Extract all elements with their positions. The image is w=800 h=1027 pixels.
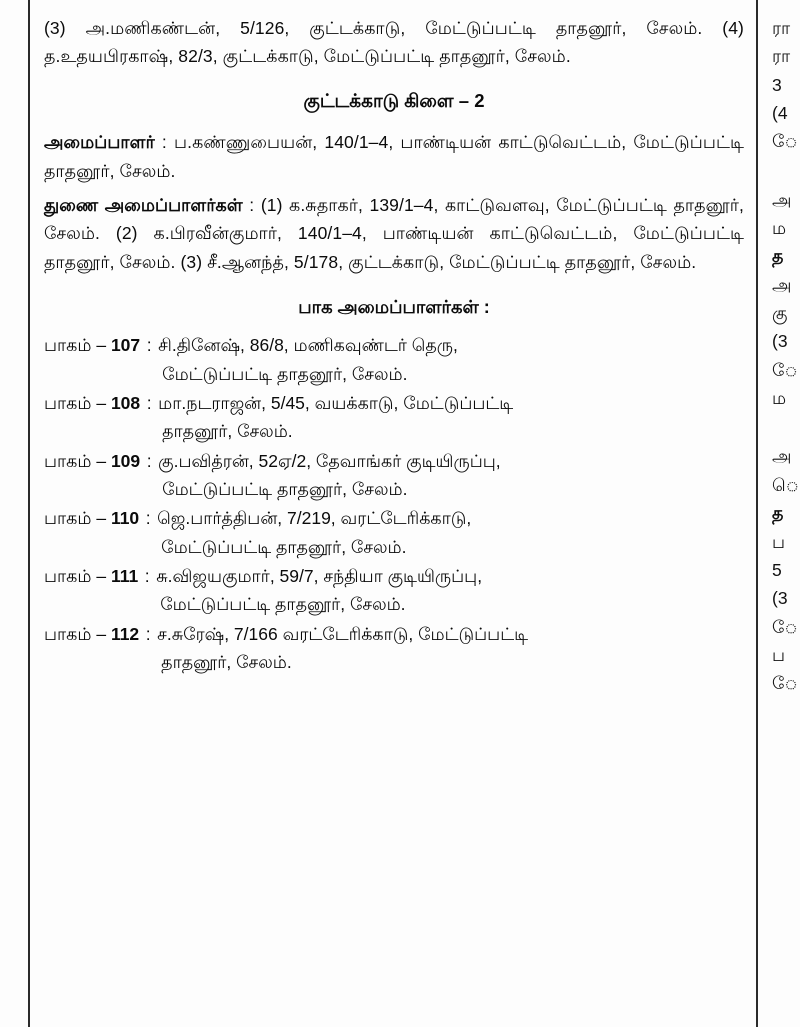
deputy-organisers-paragraph [44,191,744,276]
side-line: ப [772,531,786,552]
side-line: ம [772,218,787,239]
part-colon: : [145,623,151,644]
side-spacer [772,412,800,442]
deputy-organisers-text: (1) க.சுதாகர், 139/1–4, காட்டுவளவு, மேட்டுப்பட்டி தாதனூர், சேலம். (2) க.பிரவீன்குமார், 140/1–4, பாண்டியன் காட்டுவெட்டம், மேட்டுப்பட்டி தாதனூர், சேலம். (3) சீ.ஆனந்த், 5/178, குட்டக்காடு, மேட்டுப்பட்டி தாதனூர், சேலம். [44,195,745,272]
part-value-line2: தாதனூர், சேலம். [161,651,292,672]
part-label-dash: – [96,565,107,586]
side-line: ே [772,673,798,694]
column-rule-right [756,0,758,1027]
side-line: ரா [772,18,791,38]
part-label [44,331,140,359]
part-number: 109 [110,450,141,471]
list-item [44,504,744,561]
part-value [156,562,744,619]
side-line: (4 [772,103,788,124]
side-spacer [772,156,800,186]
part-label-prefix: பாகம் [44,565,92,586]
part-colon: : [146,450,152,471]
part-value [158,331,744,388]
organiser-paragraph [44,128,744,185]
part-value-line2: மேட்டுப்பட்டி தாதனூர், சேலம். [160,594,406,615]
part-label-dash: – [96,450,107,471]
side-line: (3 [772,588,788,609]
side-line: (3 [772,331,788,352]
side-line: த [772,503,784,524]
part-value-line1: மா.நடராஜன், 5/45, வயக்காடு, மேட்டுப்பட்டி [158,392,514,413]
side-line: கு [772,303,788,324]
part-value-line2: மேட்டுப்பட்டி தாதனூர், சேலம். [162,363,408,384]
part-colon: : [146,335,152,356]
side-line: ே [772,131,798,152]
main-text-column [44,14,744,677]
side-line: ரா [772,46,791,67]
part-value-line2: தாதனூர், சேலம். [162,421,293,442]
part-value [158,389,744,446]
part-label-dash: – [96,335,107,356]
part-value-line2: மேட்டுப்பட்டி தாதனூர், சேலம். [161,536,407,557]
side-line: ெ [772,474,799,495]
list-item [44,331,744,388]
side-line: அ [772,446,792,467]
part-label-dash: – [96,392,107,413]
part-value-line2: மேட்டுப்பட்டி தாதனூர், சேலம். [162,478,408,499]
branch-heading: குட்டக்காடு கிளை – 2 [303,89,485,111]
part-number: 112 [110,623,140,644]
part-label [44,562,138,590]
part-colon: : [146,392,152,413]
part-organisers-heading: பாக அமைப்பாளர்கள் : [298,297,490,318]
part-number: 110 [110,508,140,529]
part-label [44,620,139,648]
part-label-dash: – [96,623,107,644]
part-value-line1: கு.பவித்ரன், 52ஏ/2, தேவாங்கர் குடியிருப்பு, [158,450,501,471]
part-label-prefix: பாகம் [44,392,92,413]
part-value-line1: ஜெ.பார்த்திபன், 7/219, வரட்டேரிக்காடு, [157,508,472,529]
part-value-line1: சி.தினேஷ், 86/8, மணிகவுண்டர் தெரு, [158,335,458,356]
list-item [44,620,744,677]
deputy-organisers-separator: : [242,195,261,216]
part-number: 107 [110,335,141,356]
part-label-prefix: பாகம் [44,335,92,356]
side-line: அ [772,274,792,295]
organiser-text: ப.கண்ணுபையன், 140/1–4, பாண்டியன் காட்டுவெட்டம், மேட்டுப்பட்டி தாதனூர், சேலம். [44,132,745,181]
part-label [44,504,139,532]
part-label [44,389,140,417]
list-item [44,562,744,619]
part-label-prefix: பாகம் [44,450,92,471]
part-colon: : [145,508,151,529]
part-value-line1: ச.சுரேஷ், 7/166 வரட்டேரிக்காடு, மேட்டுப்பட்டி [157,623,529,644]
side-line: ம [772,388,787,409]
part-value-line1: சு.விஜயகுமார், 59/7, சந்தியா குடியிருப்பு, [156,565,483,586]
part-value [158,447,744,504]
part-label [44,447,140,475]
adjacent-column-clipped [772,14,800,698]
part-value [157,620,744,677]
side-line: 3 [772,74,782,95]
part-label-dash: – [96,508,107,529]
column-rule-left [28,0,30,1027]
side-line: த [772,246,784,267]
organiser-separator: : [154,132,175,153]
intro-paragraph: (3) அ.மணிகண்டன், 5/126, குட்டக்காடு, மேட்டுப்பட்டி தாதனூர், சேலம். (4) த.உதயபிரகாஷ், 82/3, குட்டக்காடு, மேட்டுப்பட்டி தாதனூர், சேலம். [44,18,744,67]
list-item [44,447,744,504]
part-organisers-list [44,331,744,676]
part-number: 108 [110,392,141,413]
part-label-prefix: பாகம் [44,623,92,644]
side-line: அ [772,189,792,210]
side-line: 5 [772,559,782,580]
side-line: ே [772,616,798,637]
list-item [44,389,744,446]
part-label-prefix: பாகம் [44,508,92,529]
part-number: 111 [110,565,139,586]
part-value [157,504,744,561]
side-line: ப [772,644,786,665]
part-colon: : [144,565,150,586]
organiser-label: அமைப்பாளர் [44,132,155,153]
side-line: ே [772,359,798,380]
deputy-organisers-label: துணை அமைப்பாளர்கள் [44,195,243,216]
